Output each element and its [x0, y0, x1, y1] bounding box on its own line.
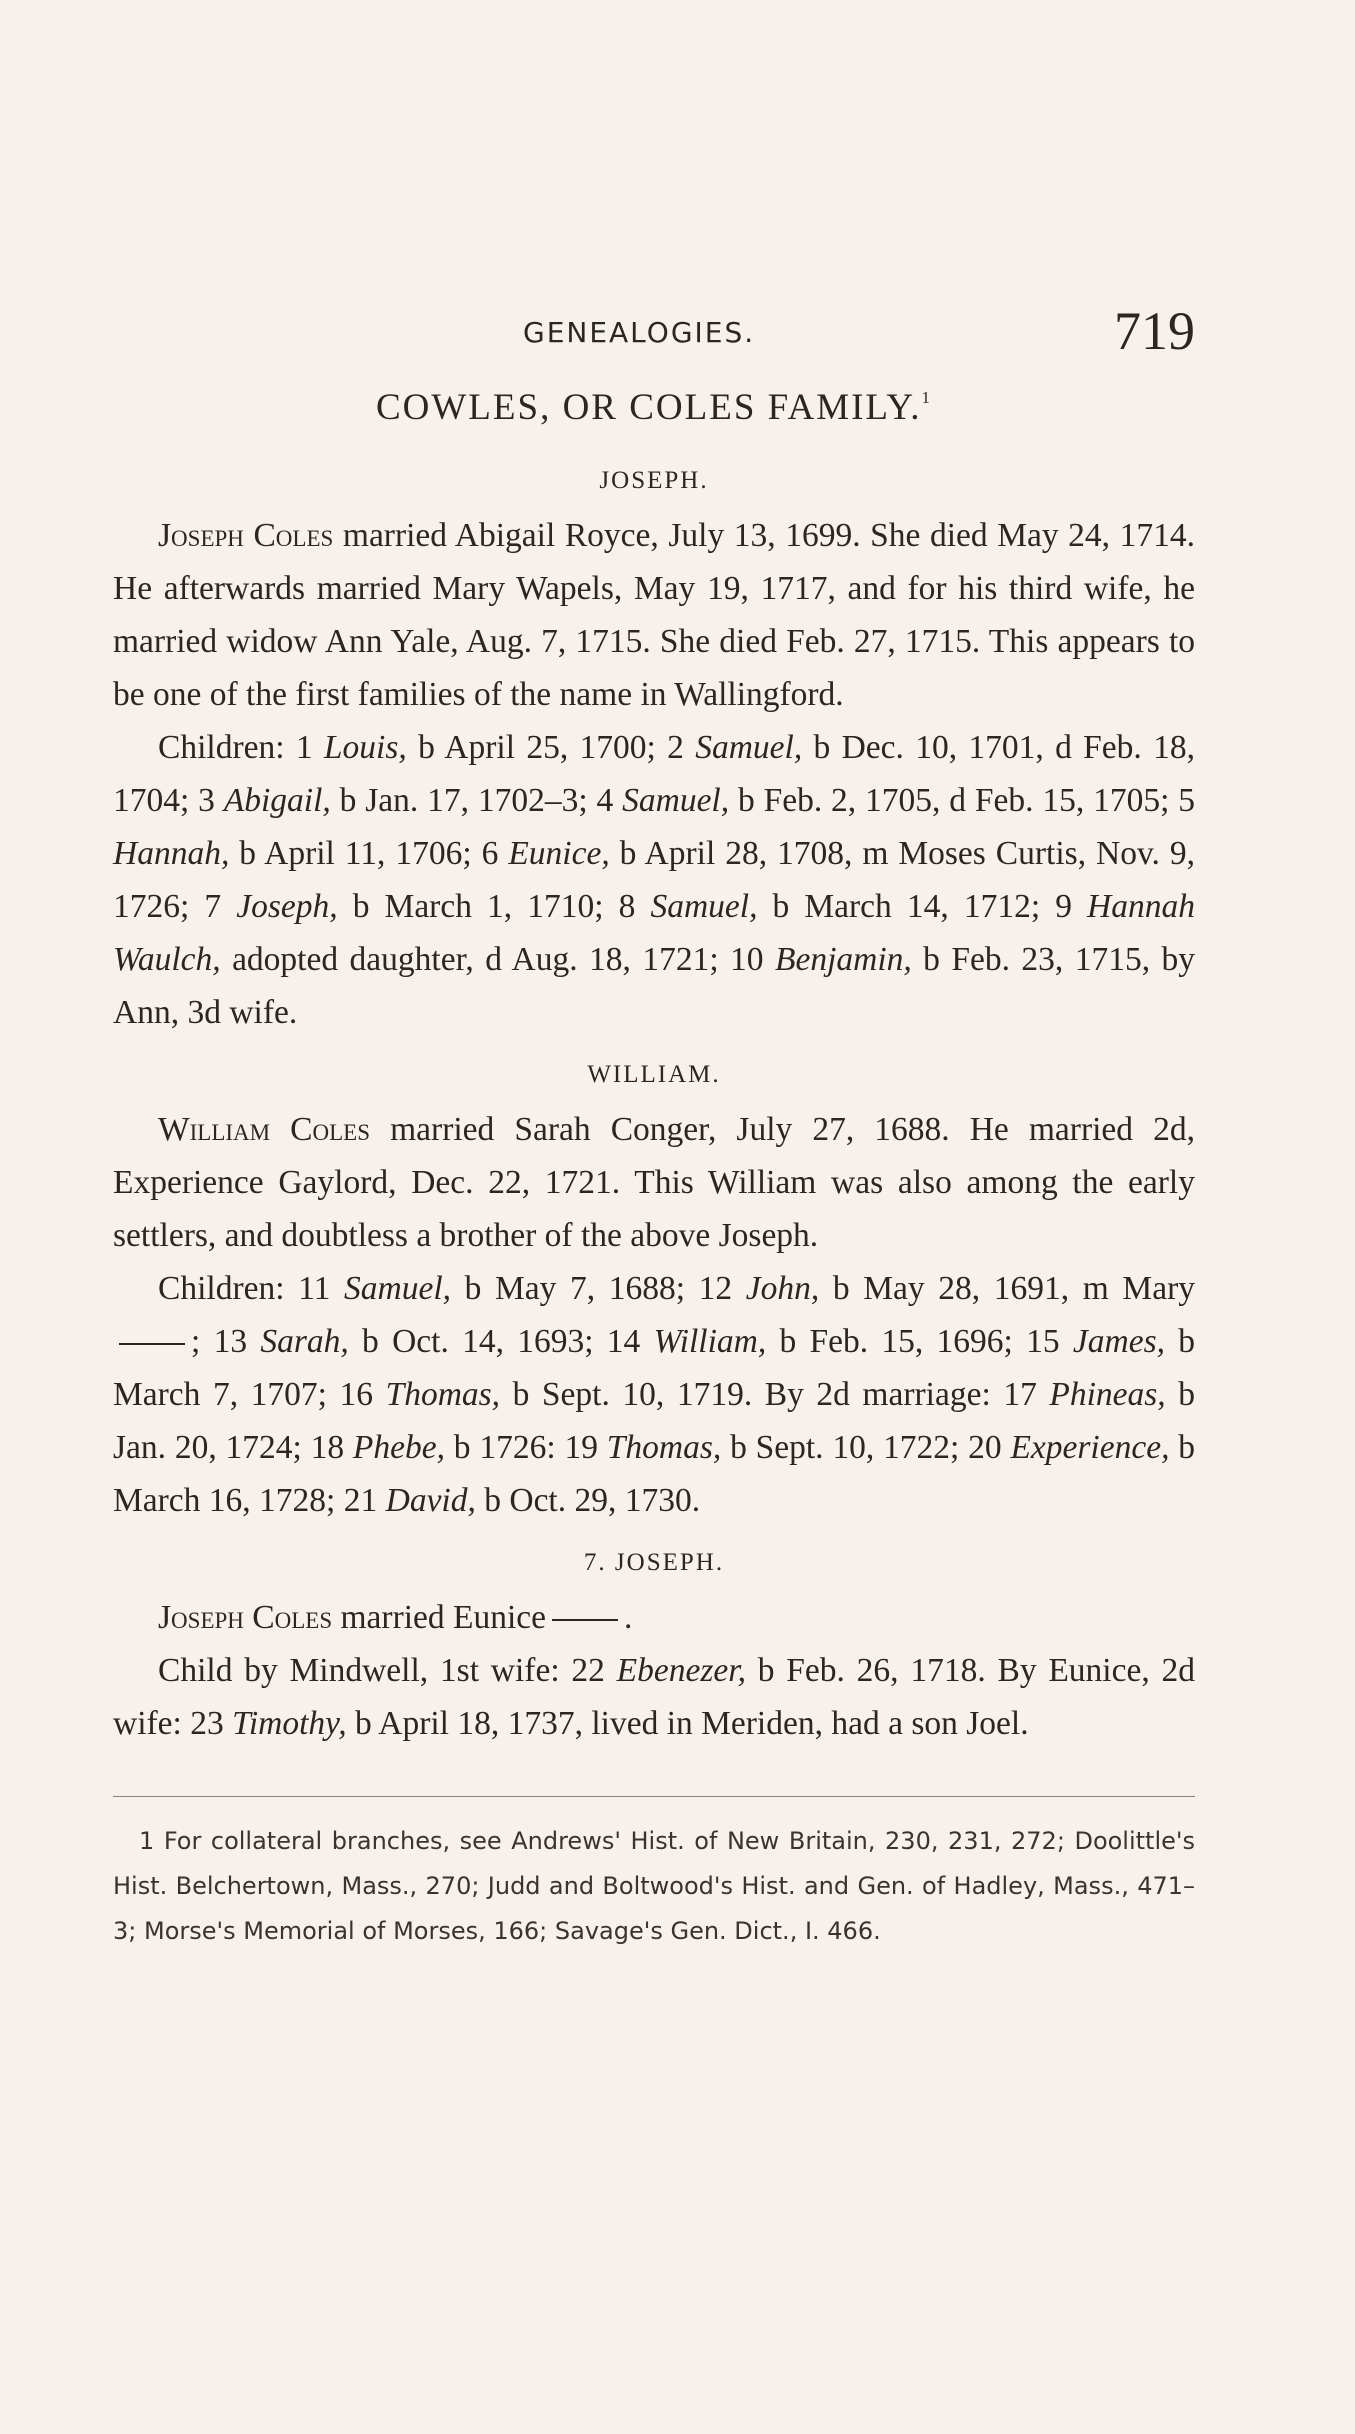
person-name: Samuel, [622, 782, 730, 819]
person-name: David, [385, 1482, 476, 1519]
text-run: b Sept. 10, 1719. By 2d marriage: 17 [500, 1376, 1050, 1413]
text-run: b Feb. 15, 1696; 15 [766, 1323, 1073, 1360]
section-heading: JOSEPH. [599, 467, 709, 494]
person-name: Thomas, [385, 1376, 501, 1413]
section-heading: WILLIAM. [587, 1061, 721, 1088]
text-run: b April 25, 1700; 2 [406, 729, 696, 766]
running-head-title: GENEALOGIES. [523, 316, 756, 349]
text-run: . [624, 1599, 633, 1636]
text-run: b April 18, 1737, lived in Meriden, had a son Joel. [346, 1705, 1029, 1742]
text-run: b Jan. 17, 1702–3; 4 [330, 782, 623, 819]
family-title [113, 386, 1195, 429]
text-run: Children: 1 [158, 729, 324, 766]
family-title-text: COWLES, OR COLES FAMILY. [375, 387, 922, 428]
text-run: b Dec. 10, 1701, d Feb. 18, 1704; 3 [113, 729, 1195, 819]
person-name: Benjamin, [774, 941, 912, 978]
text-run: Children: 11 [158, 1270, 345, 1307]
section-heading: 7. JOSEPH. [583, 1549, 725, 1576]
person-name: Hannah, [113, 835, 230, 872]
person-name: William, [653, 1323, 767, 1360]
footnote-marker: 1 [921, 388, 933, 407]
genealogy-sections [113, 467, 1195, 1750]
person-name: Samuel, [695, 729, 803, 766]
person-name: Eunice, [508, 835, 610, 872]
footnote-rule [113, 1796, 1195, 1797]
blank-dash [552, 1619, 618, 1621]
paragraph [113, 1262, 1195, 1527]
text-run: b Oct. 29, 1730. [475, 1482, 701, 1519]
text-run: b March 14, 1712; 9 [757, 888, 1088, 925]
text-run: b March 16, 1728; 21 [113, 1429, 1196, 1519]
person-name: Ebenezer, [616, 1652, 746, 1689]
person-name: Samuel, [344, 1270, 452, 1307]
text-run: b Sept. 10, 1722; 20 [721, 1429, 1011, 1466]
person-name: Abigail, [223, 782, 331, 819]
text-run: b Jan. 20, 1724; 18 [113, 1376, 1195, 1466]
footnote: 1 For collateral branches, see Andrews' Hist. of New Britain, 230, 231, 272; Doolittle's Hist. Belchertown, Mass., 270; Judd and Boltwood's Hist. and Gen. of Hadley, Mass., 471–3; Morse's Memorial of Morses, 166; Savage's Gen. Dict., I. 466. [113, 1827, 1195, 1945]
person-name: Experience, [1010, 1429, 1170, 1466]
paragraph [113, 1103, 1195, 1262]
text-run: b Feb. 26, 1718. By Eunice, 2d wife: 23 [113, 1652, 1195, 1742]
subject-name: William Coles [158, 1111, 371, 1148]
text-run: married Eunice [332, 1599, 547, 1636]
text-run: b March 1, 1710; 8 [337, 888, 651, 925]
paragraph [113, 1644, 1195, 1750]
text-run: married Sarah Conger, July 27, 1688. He married 2d, Experience Gaylord, Dec. 22, 1721. This William was also among the early settlers, and doubtless a brother of the above Joseph. [113, 1111, 1195, 1254]
subject-name: Joseph Coles [158, 1599, 333, 1636]
text-run: b April 28, 1708, m Moses Curtis, Nov. 9, 1726; 7 [113, 835, 1195, 925]
person-name: Samuel, [650, 888, 758, 925]
paragraph [113, 721, 1195, 1039]
text-run: b Feb. 2, 1705, d Feb. 15, 1705; 5 [729, 782, 1195, 819]
paragraph [113, 1591, 1195, 1644]
person-name: James, [1072, 1323, 1165, 1360]
person-name: John, [745, 1270, 820, 1307]
text-run: b 1726: 19 [445, 1429, 607, 1466]
person-name: Thomas, [606, 1429, 722, 1466]
text-run: b March 7, 1707; 16 [113, 1323, 1196, 1413]
text-run: b Oct. 14, 1693; 14 [348, 1323, 654, 1360]
text-run: ; 13 [191, 1323, 261, 1360]
person-name: Hannah Waulch, [113, 888, 1195, 978]
blank-dash [119, 1343, 185, 1345]
text-run: adopted daughter, d Aug. 18, 1721; 10 [220, 941, 775, 978]
person-name: Joseph, [236, 888, 338, 925]
text-run: b May 7, 1688; 12 [451, 1270, 746, 1307]
running-head [113, 300, 1195, 380]
person-name: Phebe, [352, 1429, 445, 1466]
text-run: Child by Mindwell, 1st wife: 22 [158, 1652, 617, 1689]
subject-name: Joseph Coles [158, 517, 334, 554]
person-name: Sarah, [260, 1323, 349, 1360]
page-number: 719 [1114, 301, 1195, 361]
person-name: Louis, [323, 729, 407, 766]
text-run: married Abigail Royce, July 13, 1699. She died May 24, 1714. He afterwards married Mary Wapels, May 19, 1717, and for his third wife, he married widow Ann Yale, Aug. 7, 1715. She died Feb. 27, 1715. This appears to be one of the first families of the name in Wallingford. [113, 517, 1196, 713]
person-name: Phineas, [1049, 1376, 1166, 1413]
text-run: b May 28, 1691, m Mary [819, 1270, 1195, 1307]
text-run: b Feb. 23, 1715, by Ann, 3d wife. [113, 941, 1196, 1031]
page [113, 300, 1195, 1954]
paragraph [113, 509, 1195, 721]
person-name: Timothy, [232, 1705, 347, 1742]
text-run: b April 11, 1706; 6 [229, 835, 509, 872]
